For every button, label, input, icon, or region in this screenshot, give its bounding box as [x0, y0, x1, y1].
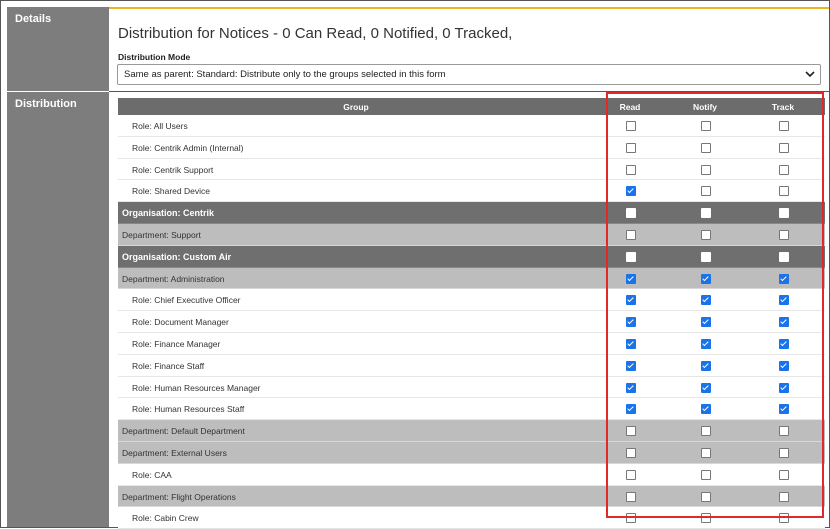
read-checkbox[interactable] [626, 448, 636, 458]
read-checkbox[interactable] [626, 383, 636, 393]
read-checkbox[interactable] [626, 252, 636, 262]
notify-checkbox[interactable] [701, 121, 711, 131]
track-checkbox[interactable] [779, 470, 789, 480]
table-row [118, 289, 825, 311]
notify-checkbox[interactable] [701, 404, 711, 414]
distribution-mode-value: Same as parent: Standard: Distribute only to the groups selected in this form [124, 69, 446, 80]
group-label: Department: External Users [122, 447, 227, 458]
notify-checkbox[interactable] [701, 208, 711, 218]
notify-checkbox[interactable] [701, 143, 711, 153]
group-label: Role: Finance Staff [132, 360, 205, 371]
notify-checkbox[interactable] [701, 230, 711, 240]
group-label: Department: Flight Operations [122, 491, 236, 502]
group-label: Organisation: Centrik [122, 208, 215, 219]
group-label: Role: Human Resources Manager [132, 382, 261, 393]
table-row [118, 442, 825, 464]
table-row [118, 464, 825, 486]
section-divider [109, 91, 829, 92]
track-checkbox[interactable] [779, 208, 789, 218]
group-label: Department: Support [122, 229, 201, 240]
track-checkbox[interactable] [779, 186, 789, 196]
notify-checkbox[interactable] [701, 492, 711, 502]
group-table [118, 98, 825, 529]
distribution-mode-label: Distribution Mode [118, 52, 191, 62]
column-header-group: Group [343, 102, 369, 112]
read-checkbox[interactable] [626, 186, 636, 196]
track-checkbox[interactable] [779, 404, 789, 414]
table-row [118, 137, 825, 159]
read-checkbox[interactable] [626, 208, 636, 218]
group-label: Role: CAA [132, 469, 172, 480]
notify-checkbox[interactable] [701, 274, 711, 284]
track-checkbox[interactable] [779, 383, 789, 393]
read-checkbox[interactable] [626, 295, 636, 305]
notify-checkbox[interactable] [701, 165, 711, 175]
group-label: Role: Document Manager [132, 317, 229, 328]
track-checkbox[interactable] [779, 274, 789, 284]
read-checkbox[interactable] [626, 339, 636, 349]
notify-checkbox[interactable] [701, 339, 711, 349]
details-section-label: Details [7, 7, 109, 91]
chevron-down-icon [804, 68, 816, 80]
group-label: Role: Finance Manager [132, 338, 221, 349]
table-row [118, 486, 825, 508]
read-checkbox[interactable] [626, 513, 636, 523]
group-label: Role: Cabin Crew [132, 513, 199, 524]
track-checkbox[interactable] [779, 295, 789, 305]
track-checkbox[interactable] [779, 426, 789, 436]
track-checkbox[interactable] [779, 317, 789, 327]
column-header-notify: Notify [692, 102, 718, 112]
accent-divider [109, 7, 829, 9]
group-label: Role: Centrik Admin (Internal) [132, 142, 244, 153]
table-row [118, 311, 825, 333]
read-checkbox[interactable] [626, 274, 636, 284]
read-checkbox[interactable] [626, 361, 636, 371]
read-checkbox[interactable] [626, 492, 636, 502]
track-checkbox[interactable] [779, 513, 789, 523]
table-row [118, 202, 825, 224]
track-checkbox[interactable] [779, 143, 789, 153]
table-row [118, 420, 825, 442]
table-header [118, 98, 825, 115]
read-checkbox[interactable] [626, 317, 636, 327]
table-body [118, 115, 825, 529]
track-checkbox[interactable] [779, 448, 789, 458]
read-checkbox[interactable] [626, 165, 636, 175]
distribution-mode-select[interactable] [117, 64, 821, 85]
track-checkbox[interactable] [779, 230, 789, 240]
table-row [118, 377, 825, 399]
notify-checkbox[interactable] [701, 426, 711, 436]
table-row [118, 398, 825, 420]
column-header-track: Track [771, 102, 795, 112]
read-checkbox[interactable] [626, 470, 636, 480]
read-checkbox[interactable] [626, 404, 636, 414]
table-row [118, 333, 825, 355]
read-checkbox[interactable] [626, 143, 636, 153]
group-label: Organisation: Custom Air [122, 251, 232, 262]
notify-checkbox[interactable] [701, 252, 711, 262]
notify-checkbox[interactable] [701, 295, 711, 305]
track-checkbox[interactable] [779, 121, 789, 131]
group-label: Role: Chief Executive Officer [132, 295, 241, 306]
track-checkbox[interactable] [779, 252, 789, 262]
table-row [118, 355, 825, 377]
group-label: Role: Human Resources Staff [132, 404, 245, 415]
track-checkbox[interactable] [779, 339, 789, 349]
notify-checkbox[interactable] [701, 186, 711, 196]
track-checkbox[interactable] [779, 492, 789, 502]
notify-checkbox[interactable] [701, 383, 711, 393]
column-header-read: Read [619, 102, 641, 112]
read-checkbox[interactable] [626, 426, 636, 436]
table-row [118, 159, 825, 181]
group-label: Role: Centrik Support [132, 164, 214, 175]
notify-checkbox[interactable] [701, 513, 711, 523]
table-row [118, 180, 825, 202]
group-label: Department: Administration [122, 273, 225, 284]
group-label: Role: Shared Device [132, 186, 210, 197]
group-label: Department: Default Department [122, 426, 245, 437]
page-title: Distribution for Notices - 0 Can Read, 0 Notified, 0 Tracked, [118, 25, 513, 42]
table-row [118, 507, 825, 529]
notify-checkbox[interactable] [701, 448, 711, 458]
read-checkbox[interactable] [626, 121, 636, 131]
distribution-section-label: Distribution [7, 92, 109, 527]
notify-checkbox[interactable] [701, 361, 711, 371]
track-checkbox[interactable] [779, 361, 789, 371]
group-label: Role: All Users [132, 121, 188, 131]
table-row [118, 115, 825, 137]
read-checkbox[interactable] [626, 230, 636, 240]
notify-checkbox[interactable] [701, 470, 711, 480]
table-row [118, 246, 825, 268]
notify-checkbox[interactable] [701, 317, 711, 327]
track-checkbox[interactable] [779, 165, 789, 175]
table-row [118, 268, 825, 290]
table-row [118, 224, 825, 246]
